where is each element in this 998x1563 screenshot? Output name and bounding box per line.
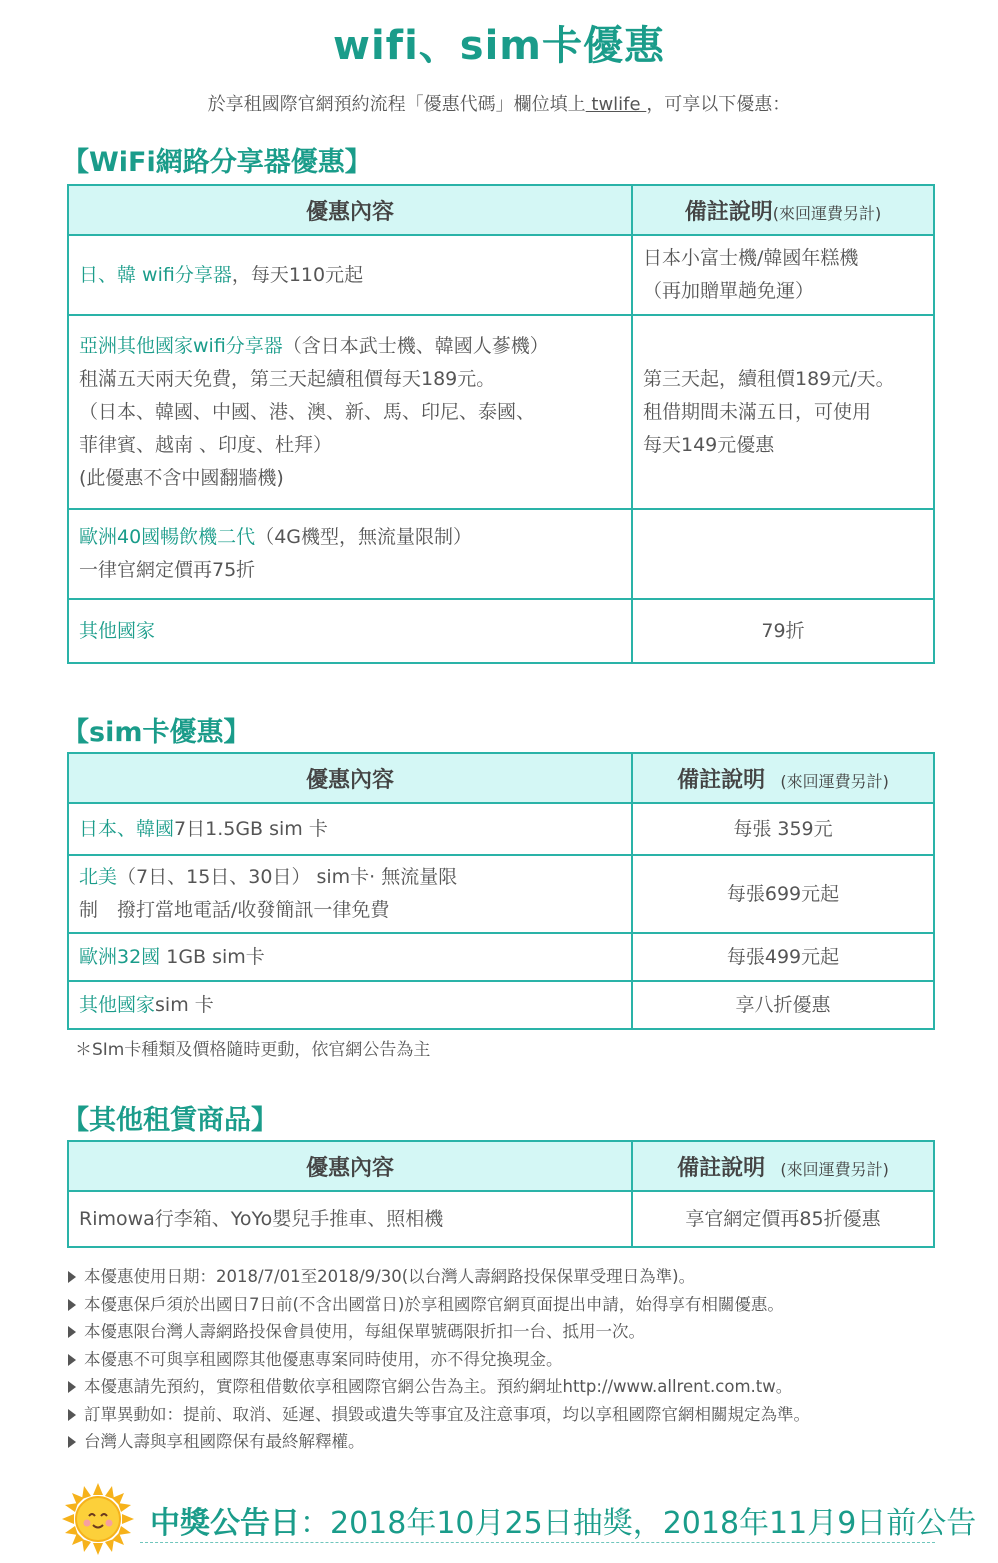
product-detail: 制 撥打當地電話/收發簡訊一律免費: [79, 899, 390, 921]
wifi-table-header: [68, 185, 934, 235]
col-header-content: 優惠內容: [68, 753, 632, 803]
product-detail: （7日、15日、30日） sim卡· 無流量限: [117, 866, 458, 888]
note-line: 每天149元優惠: [643, 433, 775, 456]
table-row: [68, 599, 934, 663]
product-name: 北美: [79, 866, 118, 888]
note-line: 第三天起，續租價189元/天。: [643, 367, 895, 390]
sun-icon: [62, 1483, 134, 1555]
product-detail: 租滿五天兩天免費，第三天起續租價每天189元。: [79, 367, 496, 390]
price-value: 每張499元起: [632, 933, 934, 981]
other-table: [67, 1140, 935, 1248]
product-detail: （日本、韓國、中國、港、澳、新、馬、印尼、泰國、: [79, 400, 536, 423]
triangle-right-icon: [68, 1299, 76, 1311]
announcement-label: 中獎公告日: [150, 1506, 300, 1541]
table-row: [68, 981, 934, 1029]
triangle-right-icon: [68, 1354, 76, 1366]
product-detail: 1GB sim卡: [160, 945, 265, 968]
sim-section-heading: 【sim卡優惠】: [62, 717, 251, 748]
product-name: 歐洲32國: [79, 945, 161, 968]
table-row: [68, 803, 934, 855]
product-name: Rimowa行李箱、YoYo嬰兒手推車、照相機: [68, 1191, 632, 1247]
wifi-section-heading: 【WiFi網路分享器優惠】: [62, 147, 372, 178]
empty-note: [632, 509, 934, 599]
table-row: [68, 509, 934, 599]
product-name: 其他國家: [79, 993, 156, 1016]
col-header-notes: 備註說明(來回運費另計): [632, 185, 934, 235]
list-item: 本優惠不可與享租國際其他優惠專案同時使用，亦不得兌換現金。: [68, 1346, 948, 1374]
product-name: 亞洲其他國家wifi分享器: [79, 334, 283, 357]
note-line: 租借期間未滿五日，可使用: [643, 400, 872, 423]
col-header-content: 優惠內容: [68, 185, 632, 235]
discount-value: 79折: [632, 599, 934, 663]
list-item: 訂單異動如：提前、取消、延遲、損毀或遺失等事宜及注意事項，均以享租國際官網相關規定為準。: [68, 1401, 948, 1429]
col-header-content: 優惠內容: [68, 1141, 632, 1191]
instruction-before: 於享租國際官網預約流程「優惠代碼」欄位填上: [207, 94, 586, 115]
table-row: [68, 855, 934, 933]
wifi-table: [67, 184, 935, 664]
table-row: [68, 1191, 934, 1247]
triangle-right-icon: [68, 1409, 76, 1421]
list-item: 本優惠使用日期：2018/7/01至2018/9/30(以台灣人壽網路投保保單受理日為準)。: [68, 1263, 948, 1291]
sim-table: [67, 752, 935, 1030]
discount-value: 享官網定價再85折優惠: [632, 1191, 934, 1247]
table-row: [68, 235, 934, 315]
product-name: 歐洲40國暢飲機二代: [79, 526, 256, 548]
price-value: 享八折優惠: [632, 981, 934, 1029]
note-line: （再加贈單趟免運）: [643, 280, 815, 302]
dashed-divider: [140, 1542, 935, 1543]
table-row: [68, 315, 934, 509]
promo-instruction: [0, 90, 998, 116]
triangle-right-icon: [68, 1381, 76, 1393]
triangle-right-icon: [68, 1326, 76, 1338]
page-title: wifi、sim卡優惠: [333, 23, 665, 69]
list-item: 本優惠請先預約，實際租借數依享租國際官網公告為主。預約網址http://www.allrent.com.tw。: [68, 1373, 948, 1401]
triangle-right-icon: [68, 1271, 76, 1283]
other-table-header: [68, 1141, 934, 1191]
product-detail: 菲律賓、越南 、印度、杜拜）: [79, 433, 333, 456]
note-line: 日本小富士機/韓國年糕機: [643, 247, 859, 269]
product-detail: (此優惠不含中國翻牆機): [79, 466, 284, 489]
shipping-note: (來回運費另計): [780, 1159, 889, 1179]
sim-footnote: ＊SIm卡種類及價格隨時更動，依官網公告為主: [75, 1040, 431, 1060]
product-detail: 一律官網定價再75折: [79, 559, 256, 581]
list-item: 台灣人壽與享租國際保有最終解釋權。: [68, 1428, 948, 1456]
product-price: ，每天110元起: [231, 263, 364, 286]
col-header-notes: 備註說明 (來回運費另計): [632, 1141, 934, 1191]
terms-list: [68, 1263, 948, 1456]
product-name: 日、韓 wifi分享器: [79, 263, 232, 286]
triangle-right-icon: [68, 1436, 76, 1448]
product-name: 其他國家: [68, 599, 632, 663]
promo-code: twlife: [585, 94, 647, 115]
shipping-note: (來回運費另計): [772, 203, 882, 223]
list-item: 本優惠保戶須於出國日7日前(不含出國當日)於享租國際官網頁面提出申請，始得享有相關優惠。: [68, 1291, 948, 1319]
table-row: [68, 933, 934, 981]
shipping-note: (來回運費另計): [780, 771, 889, 791]
price-value: 每張 359元: [632, 803, 934, 855]
announcement-text: ：2018年10月25日抽獎，2018年11月9日前公告: [300, 1506, 977, 1541]
product-detail: 7日1.5GB sim 卡: [174, 817, 328, 840]
announcement: [150, 1498, 976, 1542]
product-name: 日本、韓國: [79, 817, 175, 840]
other-section-heading: 【其他租賃商品】: [62, 1105, 278, 1136]
product-detail: （4G機型，無流量限制）: [255, 526, 472, 548]
col-header-notes: 備註說明 (來回運費另計): [632, 753, 934, 803]
sim-table-header: [68, 753, 934, 803]
product-detail: sim 卡: [155, 993, 214, 1016]
price-value: 每張699元起: [632, 855, 934, 933]
list-item: 本優惠限台灣人壽網路投保會員使用，每組保單號碼限折扣一台、抵用一次。: [68, 1318, 948, 1346]
product-detail: （含日本武士機、韓國人蔘機）: [282, 334, 549, 357]
instruction-after: ，可享以下優惠：: [646, 94, 791, 115]
